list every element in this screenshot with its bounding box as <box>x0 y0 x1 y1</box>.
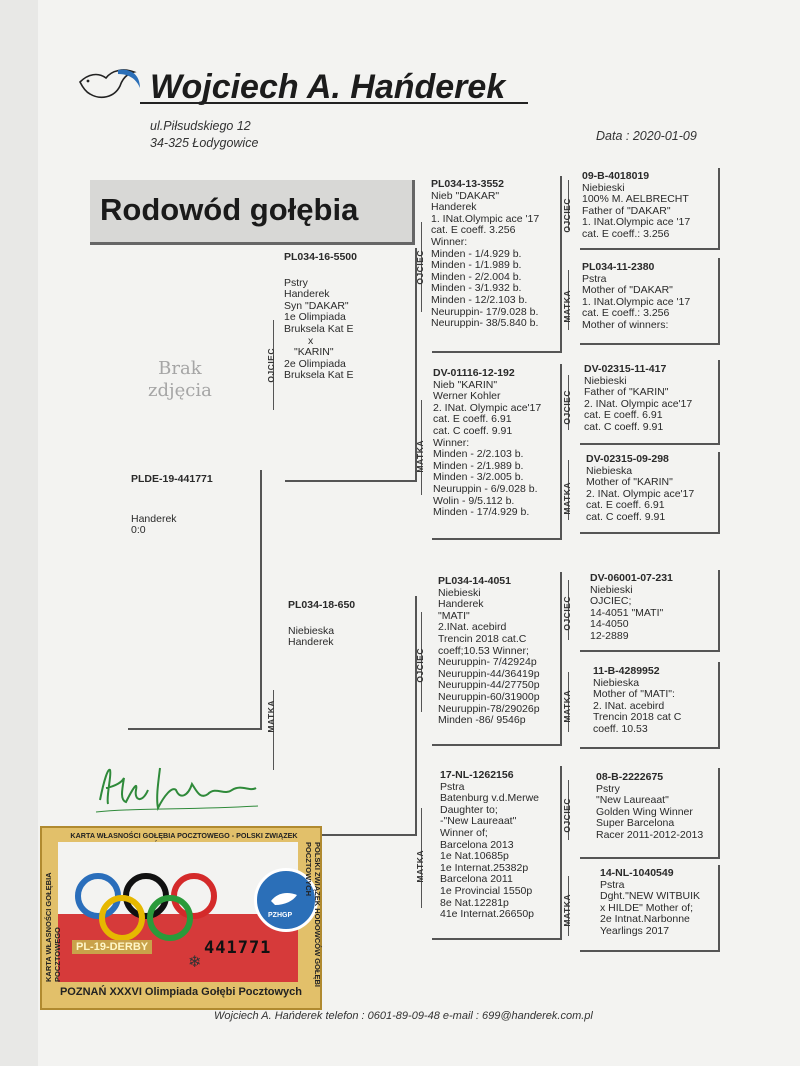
pedigree-line: cat. E coeff. 3.256 <box>431 224 516 237</box>
handwritten-signature <box>92 760 262 820</box>
date-value: 2020-01-09 <box>632 129 697 143</box>
ring-number: PLDE-19-441771 <box>131 473 213 485</box>
pedigree-line: "New Laureaat" <box>596 794 669 807</box>
ring-number: PL034-11-2380 <box>582 261 655 273</box>
ring-number: PL034-13-3552 <box>431 178 504 190</box>
pedigree-line: Niebieska <box>288 624 335 637</box>
photo-placeholder-line2: zdjęcia <box>148 380 212 401</box>
label-ojciec-ss: OJCIEC <box>415 250 425 285</box>
pedigree-line: 2e Intnat.Narbonne <box>600 913 690 926</box>
address-city: 34-325 Łodygowice <box>150 136 259 150</box>
pedigree-line: Super Barcelona <box>596 817 675 830</box>
pedigree-line: Pstra <box>600 878 625 891</box>
pedigree-line: Winner of; <box>440 826 488 839</box>
ss-box <box>431 179 539 330</box>
dds-box <box>596 772 703 842</box>
dss-box <box>590 573 673 643</box>
dd-box <box>440 770 539 921</box>
label-ojciec-dds: OJCIEC <box>562 798 572 833</box>
background-sheet-edge <box>0 0 40 1066</box>
label-matka-ssd: MATKA <box>562 290 572 323</box>
pedigree-line: Niebieski <box>590 583 633 596</box>
pedigree-line: Neuruppin - 6/9.028 b. <box>433 482 538 495</box>
photo-placeholder-line1: Brak <box>158 358 202 379</box>
pedigree-line: Pstry <box>284 276 308 289</box>
pedigree-line: cat. E coeff. 6.91 <box>433 413 512 426</box>
sire-box <box>284 252 357 382</box>
label-matka-sd: MATKA <box>415 440 425 473</box>
ds-box <box>438 576 540 727</box>
pedigree-line: 2e Olimpiada <box>284 357 346 370</box>
pedigree-line: "KARIN" <box>294 346 334 359</box>
pedigree-line: Winner: <box>431 235 468 248</box>
sd-box <box>433 368 541 519</box>
pedigree-line: Barcelona 2011 <box>440 873 513 886</box>
pedigree-line: Neuruppin-44/27750p <box>438 679 540 692</box>
pedigree-line: Minden - 3/1.932 b. <box>431 282 522 295</box>
dove-logo-icon <box>78 64 142 110</box>
label-ojciec-ds: OJCIEC <box>415 648 425 683</box>
address-street: ul.Piłsudskiego 12 <box>150 119 251 133</box>
label-matka-ddd: MATKA <box>562 894 572 927</box>
label-matka-dd: MATKA <box>415 850 425 883</box>
pedigree-line: cat. C coeff. 9.91 <box>433 424 513 437</box>
pedigree-line: 1. INat.Olympic ace '17 <box>582 295 691 308</box>
pedigree-line: Niebieska <box>593 676 640 689</box>
pedigree-line: Trencin 2018 cat.C <box>438 632 527 645</box>
photo-placeholder <box>148 358 212 402</box>
pedigree-line: coeff. 10.53 <box>593 722 648 735</box>
pedigree-line: Mother of "MATI": <box>593 688 675 701</box>
label-matka-dam: MATKA <box>266 700 276 733</box>
pedigree-line: 1e Provincial 1550p <box>440 884 533 897</box>
pedigree-line: Father of "DAKAR" <box>582 204 671 217</box>
ring-number: 09-B-4018019 <box>582 170 650 182</box>
pedigree-line: Pstra <box>440 780 465 793</box>
pedigree-line: Handerek <box>131 512 177 525</box>
pedigree-line: 8e Nat.12281p <box>440 896 509 909</box>
pedigree-line: Barcelona 2013 <box>440 838 514 851</box>
pedigree-line: Father of "KARIN" <box>584 386 669 399</box>
pedigree-line: Syn "DAKAR" <box>284 299 349 312</box>
ring-number: 08-B-2222675 <box>596 771 664 783</box>
pedigree-line: 14-4051 "MATI" <box>590 606 664 619</box>
pedigree-line: Dght."NEW WITBUIK <box>600 890 700 903</box>
pedigree-line: 100% M. AELBRECHT <box>582 193 689 206</box>
pedigree-line: Handerek <box>284 288 330 301</box>
sticker-ring-number: 441771 <box>204 938 272 958</box>
sticker-side-text-right: POLSKI ZWIĄZEK HODOWCÓW GOŁĘBI POCZTOWYCH <box>304 842 322 987</box>
pedigree-line: cat. E coeff.: 3.256 <box>582 227 670 240</box>
ring-number: DV-06001-07-231 <box>590 572 673 584</box>
spacer <box>288 612 355 626</box>
pedigree-line: Neuruppin-60/31900p <box>438 690 540 703</box>
pedigree-line: Wolin - 9/5.112 b. <box>433 494 515 507</box>
ring-number: PL034-14-4051 <box>438 575 511 587</box>
pedigree-line: Handerek <box>438 598 484 611</box>
pedigree-line: Minden - 12/2.103 b. <box>431 293 528 306</box>
sdd-box <box>586 454 694 524</box>
pedigree-line: Handerek <box>431 201 477 214</box>
pedigree-line: Mother of "KARIN" <box>586 476 673 489</box>
ssd-box <box>582 262 690 332</box>
label-matka-dsd: MATKA <box>562 690 572 723</box>
subject-box <box>131 474 213 537</box>
pedigree-line: 0:0 <box>131 524 146 537</box>
pedigree-line: 1e Olimpiada <box>284 311 346 324</box>
pedigree-line: Neuruppin-78/29026p <box>438 702 540 715</box>
pedigree-line: 1e Nat.10685p <box>440 850 509 863</box>
pedigree-line: "MATI" <box>438 609 470 622</box>
pedigree-line: Niebieski <box>582 181 625 194</box>
badge-label: PZHGP <box>268 912 293 919</box>
sticker-bottom-text: POZNAŃ XXXVI Olimpiada Gołębi Pocztowych <box>59 986 303 998</box>
pedigree-line: Mother of "DAKAR" <box>582 284 673 297</box>
ring-number: DV-01116-12-192 <box>433 367 515 379</box>
sticker-code: PL-19-DERBY <box>72 940 152 954</box>
date-label: Data : <box>596 129 630 143</box>
pedigree-line: 1e Internat.25382p <box>440 861 529 874</box>
pedigree-line: cat. E coeff. 6.91 <box>586 499 665 512</box>
pedigree-line: x <box>308 334 314 347</box>
pedigree-line: cat. E coeff. 6.91 <box>584 409 663 422</box>
pedigree-line: Daughter to; <box>440 803 498 816</box>
dam-box <box>288 600 355 649</box>
ring-number: PL034-16-5500 <box>284 251 357 263</box>
ddd-box <box>600 868 700 938</box>
pedigree-line: 1. INat.Olympic ace '17 <box>582 216 691 229</box>
pedigree-line: cat. C coeff. 9.91 <box>586 510 666 523</box>
sticker-top-text: KARTA WŁASNOŚCI GOŁĘBIA POCZTOWEGO - POLSKI ZWIĄZEK <box>70 831 298 840</box>
ring-number: 14-NL-1040549 <box>600 867 674 879</box>
pedigree-line: Niebieski <box>584 374 627 387</box>
pedigree-line: Batenburg v.d.Merwe <box>440 792 540 805</box>
snowflake-icon: ❄ <box>188 954 202 971</box>
label-matka-sdd: MATKA <box>562 482 572 515</box>
ownership-card-sticker <box>40 826 322 1010</box>
pedigree-line: 2.INat. acebird <box>438 621 507 634</box>
pedigree-line: Neuruppin- 38/5.840 b. <box>431 317 539 330</box>
ring-number: PL034-18-650 <box>288 599 356 611</box>
pedigree-line: Winner: <box>433 436 470 449</box>
pedigree-line: Bruksela Kat E <box>284 369 354 382</box>
pedigree-line: Minden -86/ 9546p <box>438 714 526 727</box>
pedigree-line: Pstra <box>582 272 607 285</box>
spacer <box>284 264 357 278</box>
pedigree-line: Pstry <box>596 782 620 795</box>
pedigree-line: Mother of winners: <box>582 318 669 331</box>
pedigree-line: 2. INat. acebird <box>593 699 665 712</box>
olympic-rings-icon <box>72 868 222 944</box>
pedigree-line: Nieb "DAKAR" <box>431 189 500 202</box>
pedigree-line: Minden - 1/4.929 b. <box>431 247 522 260</box>
pedigree-line: Neuruppin-44/36419p <box>438 667 540 680</box>
ring-number: 17-NL-1262156 <box>440 769 514 781</box>
pedigree-line: coeff;10.53 Winner; <box>438 644 529 657</box>
pedigree-line: Trencin 2018 cat C <box>593 711 682 724</box>
pedigree-line: Minden - 1/1.989 b. <box>431 259 522 272</box>
ring-number: 11-B-4289952 <box>593 665 660 677</box>
dsd-box <box>593 666 681 736</box>
pedigree-line: Minden - 2/2.103 b. <box>433 448 524 461</box>
pedigree-line: Niebieski <box>438 586 481 599</box>
pedigree-line: Werner Kohler <box>433 390 501 403</box>
spacer <box>131 486 213 514</box>
label-ojciec-dss: OJCIEC <box>562 596 572 631</box>
page-title: Rodowód gołębia <box>100 192 359 227</box>
pedigree-line: Niebieska <box>586 464 633 477</box>
sds-box <box>584 364 692 434</box>
footer-contact: Wojciech A. Hańderek telefon : 0601-89-09-48 e-mail : 699@handerek.com.pl <box>214 1010 593 1022</box>
pedigree-line: Minden - 2/2.004 b. <box>431 270 522 283</box>
pedigree-line: Minden - 17/4.929 b. <box>433 506 530 519</box>
pedigree-line: 12-2889 <box>590 629 629 642</box>
pedigree-line: x HILDE" Mother of; <box>600 901 694 914</box>
pedigree-line: -"New Laureaat" <box>440 815 517 828</box>
pedigree-line: Minden - 3/2.005 b. <box>433 471 524 484</box>
brand-underline <box>140 102 528 104</box>
pedigree-line: Yearlings 2017 <box>600 924 670 937</box>
pedigree-line: Racer 2011-2012-2013 <box>596 828 704 841</box>
pedigree-line: Nieb "KARIN" <box>433 378 498 391</box>
ring-number: DV-02315-11-417 <box>584 363 667 375</box>
pedigree-line: 2. INat. Olympic ace'17 <box>433 401 542 414</box>
pedigree-line: Minden - 2/1.989 b. <box>433 459 524 472</box>
sticker-side-text-left: KARTA WŁASNOŚCI GOŁĘBIA POCZTOWEGO <box>44 872 62 982</box>
pedigree-line: Golden Wing Winner <box>596 805 693 818</box>
pedigree-line: 1. INat.Olympic ace '17 <box>431 212 540 225</box>
sss-box <box>582 171 690 241</box>
pedigree-line: Handerek <box>288 636 334 649</box>
pedigree-line: cat. E coeff.: 3.256 <box>582 307 670 320</box>
pedigree-line: 2. INat. Olympic ace'17 <box>584 397 693 410</box>
pedigree-line: OJCIEC; <box>590 595 632 608</box>
pedigree-line: Bruksela Kat E <box>284 322 354 335</box>
pedigree-line: 41e Internat.26650p <box>440 908 534 921</box>
pedigree-line: 2. INat. Olympic ace'17 <box>586 487 695 500</box>
brand-name: Wojciech A. Hańderek <box>150 68 506 106</box>
ring-number: DV-02315-09-298 <box>586 453 669 465</box>
pedigree-line: 14-4050 <box>590 618 629 631</box>
label-ojciec-sss: OJCIEC <box>562 198 572 233</box>
label-ojciec-sds: OJCIEC <box>562 390 572 425</box>
pedigree-line: Neuruppin- 17/9.028 b. <box>431 305 539 318</box>
label-ojciec-sire: OJCIEC <box>266 348 276 383</box>
pedigree-line: cat. C coeff. 9.91 <box>584 420 664 433</box>
date-line <box>596 129 697 143</box>
pedigree-line: Neuruppin- 7/42924p <box>438 656 537 669</box>
